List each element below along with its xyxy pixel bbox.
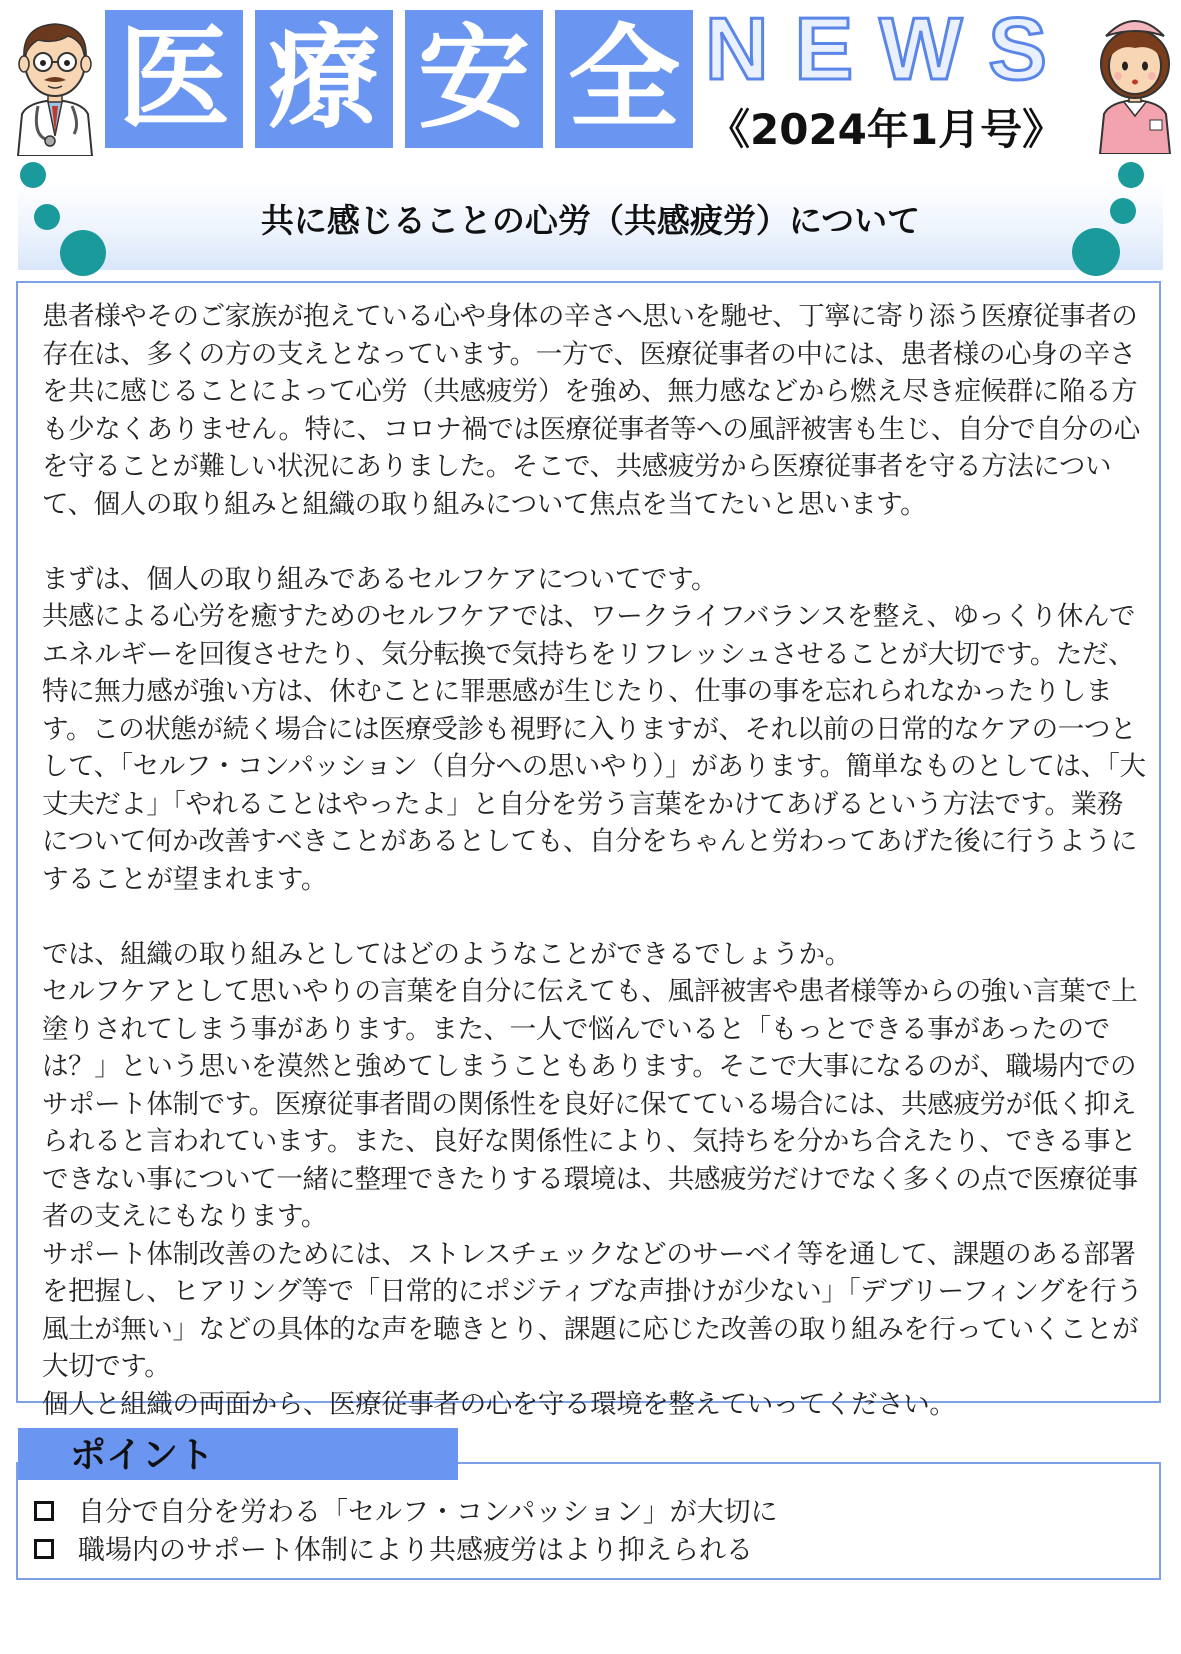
news-wordmark: NEWS bbox=[705, 0, 1073, 98]
point-item bbox=[34, 1532, 753, 1570]
decorative-dot-icon bbox=[20, 162, 46, 188]
point-item bbox=[34, 1494, 778, 1532]
point-item-text: 職場内のサポート体制により共感疲労はより抑えられる bbox=[78, 1535, 753, 1566]
paragraph-organization: セルフケアとして思いやりの言葉を自分に伝えても、風評被害や患者様等からの強い言葉で上塗りされてしまう事があります。また、一人で悩んでいると「もっとできる事があったのでは？」という思いを漠然と強めてしまうこともあります。そこで大事になるのが、職場内でのサポート体制です。医療従事者間の関係性を良好に保てている場合には、共感疲労が低く抑えられると言われています。また、良好な関係性により、気持ちを分かち合えたり、できる事とできない事について一緒に整理できたりする環境は、共感疲労だけでなく多くの点で医療従事者の支えにもなります。 bbox=[42, 976, 1138, 1232]
title-char-2: 療 bbox=[255, 10, 393, 148]
paragraph-organization-heading: では、組織の取り組みとしてはどのようなことができるでしょうか。 bbox=[42, 938, 851, 970]
point-heading: ポイント bbox=[70, 1435, 215, 1476]
issue-date: 《2024年1月号》 bbox=[708, 105, 1065, 154]
title-char-1: 医 bbox=[105, 10, 243, 148]
checkbox-icon bbox=[34, 1501, 54, 1521]
paragraph-selfcare-heading: まずは、個人の取り組みであるセルフケアについてです。 bbox=[42, 563, 718, 595]
paragraph-closing: 個人と組織の両面から、医療従事者の心を守る環境を整えていってください。 bbox=[42, 1388, 956, 1420]
title-char-3: 安 bbox=[405, 10, 543, 148]
paragraph-selfcare: 共感による心労を癒すためのセルフケアでは、ワークライフバランスを整え、ゆっくり休んでエネルギーを回復させたり、気分転換で気持ちをリフレッシュさせることが大切です。ただ、特に無力感が強い方は、休むことに罪悪感が生じたり、仕事の事を忘れられなかったりします。この状態が続く場合には医療受診も視野に入りますが、それ以前の日常的なケアの一つとして、「セルフ・コンパッション（自分への思いやり）」があります。簡単なものとしては、「大丈夫だよ」「やれることはやったよ」と自分を労う言葉をかけてあげるという方法です。業務について何か改善すべきことがあるとしても、自分をちゃんと労わってあげた後に行うようにすることが望まれます。 bbox=[42, 601, 1146, 895]
title-char-4: 全 bbox=[555, 10, 693, 148]
nurse-illustration bbox=[1094, 2, 1176, 154]
doctor-illustration bbox=[8, 6, 103, 156]
article-body bbox=[42, 298, 1147, 1423]
paragraph-intro: 患者様やそのご家族が抱えている心や身体の辛さへ思いを馳せ、丁寧に寄り添う医療従事者の存在は、多くの方の支えとなっています。一方で、医療従事者の中には、患者様の心身の辛さを共に感じることによって心労（共感疲労）を強め、無力感などから燃え尽き症候群に陥る方も少なくありません。特に、コロナ禍では医療従事者等への風評被害も生じ、自分で自分の心を守ることが難しい状況にありました。そこで、共感疲労から医療従事者を守る方法について、個人の取り組みと組織の取り組みについて焦点を当てたいと思います。 bbox=[42, 301, 1140, 520]
checkbox-icon bbox=[34, 1539, 54, 1559]
point-item-text: 自分で自分を労わる「セルフ・コンパッション」が大切に bbox=[78, 1497, 778, 1528]
subtitle-heading: 共に感じることの心労（共感疲労）について bbox=[260, 201, 921, 240]
decorative-dot-icon bbox=[1118, 162, 1144, 188]
paragraph-support-system: サポート体制改善のためには、ストレスチェックなどのサーベイ等を通して、課題のある部署を把握し、ヒアリング等で「日常的にポジティブな声掛けが少ない」「デブリーフィングを行う風土が無い」などの具体的な声を聴きとり、課題に応じた改善の取り組みを行っていくことが大切です。 bbox=[42, 1238, 1143, 1382]
